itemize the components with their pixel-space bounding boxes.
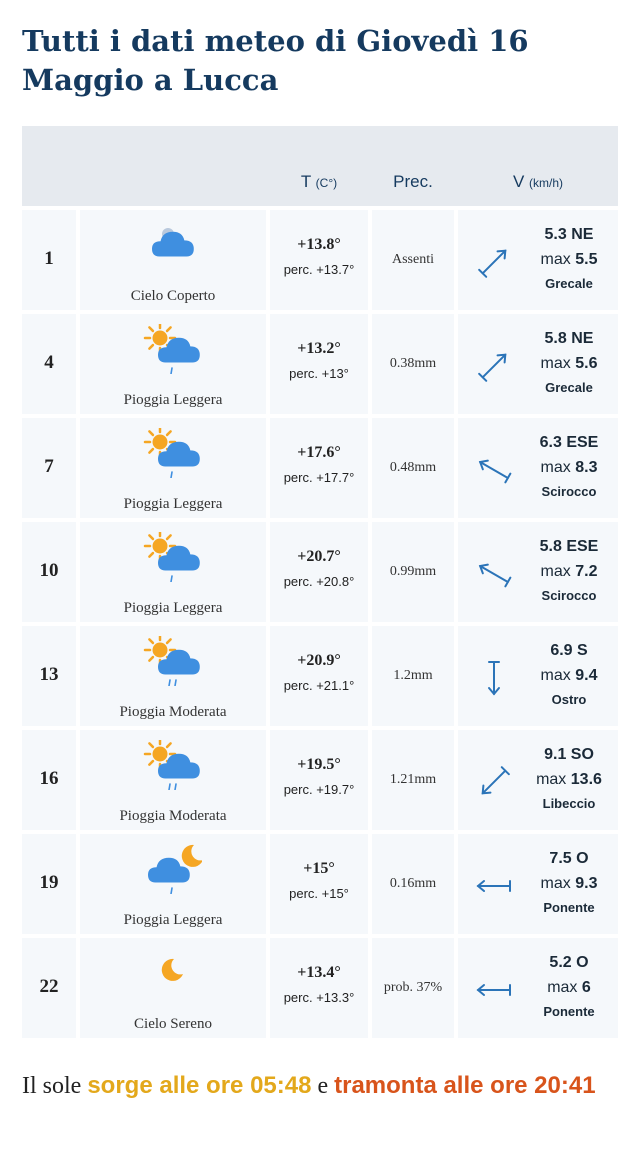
wind-name: Grecale (545, 380, 593, 395)
temperature-value: +13.8° (297, 236, 341, 253)
header-temperature: T (C°) (300, 172, 338, 191)
sun-prefix: Il sole (22, 1073, 88, 1099)
wind-speed: 5.8 NE (544, 330, 594, 347)
wind-speed: 6.3 ESE (539, 434, 599, 451)
table-row (22, 938, 618, 1038)
sun-cloud-rain-icon (142, 324, 202, 374)
header-precipitation: Prec. (393, 172, 433, 191)
temperature-cell (270, 314, 368, 414)
wind-arrow-icon (472, 968, 516, 1012)
weather-description: Pioggia Moderata (119, 704, 227, 720)
wind-speed: 9.1 SO (544, 746, 594, 763)
wind-max: max 6 (547, 979, 591, 996)
wind-arrow-icon (472, 864, 516, 908)
hour-label: 1 (44, 248, 54, 269)
temperature-value: +20.7° (297, 548, 341, 565)
precipitation-cell (372, 418, 454, 518)
table-header (22, 126, 618, 206)
weather-description: Cielo Coperto (130, 288, 216, 304)
weather-description: Pioggia Leggera (123, 496, 223, 512)
perceived-temperature: perc. +21.1° (283, 678, 355, 693)
weather-cell (80, 938, 266, 1038)
weather-cell (80, 730, 266, 830)
weather-cell (80, 522, 266, 622)
precipitation-value: 1.2mm (393, 668, 433, 683)
temperature-cell (270, 834, 368, 934)
weather-cell (80, 210, 266, 310)
wind-name: Libeccio (542, 796, 596, 811)
sun-middle: e (311, 1073, 335, 1099)
temperature-cell (270, 730, 368, 830)
precipitation-cell (372, 626, 454, 726)
perceived-temperature: perc. +15° (289, 886, 349, 901)
perceived-temperature: perc. +20.8° (283, 574, 355, 589)
wind-cell (458, 938, 618, 1038)
wind-max: max 7.2 (540, 563, 598, 580)
weather-cell (80, 834, 266, 934)
wind-arrow-icon (472, 448, 516, 492)
temperature-value: +20.9° (297, 652, 341, 669)
sun-info (22, 1060, 622, 1112)
hour-cell (22, 730, 76, 830)
hour-cell (22, 626, 76, 726)
wind-max: max 5.5 (540, 251, 598, 268)
wind-max: max 9.3 (540, 875, 598, 892)
sun-cloud-rain-icon (142, 428, 202, 478)
wind-cell (458, 626, 618, 726)
precipitation-value: 0.48mm (389, 460, 437, 475)
wind-name: Ponente (543, 900, 595, 915)
weather-description: Pioggia Moderata (119, 808, 227, 824)
temperature-cell (270, 210, 368, 310)
wind-max: max 9.4 (540, 667, 598, 684)
temperature-value: +13.4° (297, 964, 341, 981)
wind-arrow-icon (472, 240, 516, 284)
hour-cell (22, 210, 76, 310)
temperature-cell (270, 938, 368, 1038)
wind-name: Scirocco (541, 588, 597, 603)
precipitation-value: 0.99mm (389, 564, 437, 579)
wind-name: Scirocco (541, 484, 597, 499)
table-row (22, 210, 618, 310)
weather-description: Pioggia Leggera (123, 392, 223, 408)
temperature-cell (270, 418, 368, 518)
wind-name: Grecale (545, 276, 593, 291)
table-row (22, 314, 618, 414)
moon-cloud-rain-icon (142, 844, 202, 894)
table-row (22, 522, 618, 622)
wind-cell (458, 210, 618, 310)
wind-name: Ostro (551, 692, 587, 707)
weather-description: Pioggia Leggera (123, 600, 223, 616)
precipitation-value: 0.38mm (389, 356, 437, 371)
precipitation-value: prob. 37% (383, 980, 443, 995)
perceived-temperature: perc. +13.7° (283, 262, 355, 277)
moon-icon (142, 948, 202, 998)
wind-cell (458, 730, 618, 830)
wind-max: max 13.6 (536, 771, 602, 788)
weather-cell (80, 626, 266, 726)
weather-description: Pioggia Leggera (123, 912, 223, 928)
temperature-value: +15° (303, 860, 335, 877)
perceived-temperature: perc. +19.7° (283, 782, 355, 797)
precipitation-value: 0.16mm (389, 876, 437, 891)
hour-cell (22, 418, 76, 518)
temperature-cell (270, 626, 368, 726)
precipitation-cell (372, 834, 454, 934)
precipitation-cell (372, 314, 454, 414)
cloud-moon-icon (142, 220, 202, 270)
precipitation-cell (372, 938, 454, 1038)
wind-cell (458, 418, 618, 518)
wind-speed: 5.3 NE (544, 226, 594, 243)
wind-name: Ponente (543, 1004, 595, 1019)
wind-max: max 5.6 (540, 355, 598, 372)
wind-cell (458, 834, 618, 934)
forecast-table (22, 126, 618, 1038)
hour-label: 10 (39, 560, 59, 581)
wind-speed: 5.2 O (549, 954, 589, 971)
precipitation-value: 1.21mm (389, 772, 437, 787)
temperature-value: +13.2° (297, 340, 341, 357)
temperature-value: +19.5° (297, 756, 341, 773)
wind-cell (458, 522, 618, 622)
table-row (22, 834, 618, 934)
temperature-value: +17.6° (297, 444, 341, 461)
hour-cell (22, 314, 76, 414)
hour-label: 13 (39, 664, 59, 685)
sun-cloud-rain-icon (142, 532, 202, 582)
page-title: Tutti i dati meteo di Giovedì 16 Maggio a Lucca (22, 24, 529, 97)
wind-speed: 6.9 S (550, 642, 588, 659)
wind-arrow-icon (472, 552, 516, 596)
table-row (22, 626, 618, 726)
hour-cell (22, 938, 76, 1038)
perceived-temperature: perc. +17.7° (283, 470, 355, 485)
sunrise-text: sorge alle ore 05:48 (87, 1072, 312, 1099)
wind-speed: 5.8 ESE (539, 538, 599, 555)
wind-arrow-icon (472, 344, 516, 388)
table-row (22, 730, 618, 830)
wind-arrow-icon (472, 760, 516, 804)
hour-label: 16 (39, 768, 59, 789)
precipitation-cell (372, 522, 454, 622)
precipitation-cell (372, 730, 454, 830)
temperature-cell (270, 522, 368, 622)
sun-cloud-heavy-rain-icon (142, 740, 202, 790)
perceived-temperature: perc. +13° (289, 366, 349, 381)
wind-cell (458, 314, 618, 414)
wind-arrow-icon (472, 656, 516, 700)
hour-cell (22, 522, 76, 622)
precipitation-value: Assenti (392, 252, 434, 267)
hour-label: 4 (44, 352, 54, 373)
sun-cloud-heavy-rain-icon (142, 636, 202, 686)
table-row (22, 418, 618, 518)
weather-cell (80, 314, 266, 414)
hour-label: 22 (39, 976, 59, 997)
sunset-text: tramonta alle ore 20:41 (334, 1072, 596, 1099)
perceived-temperature: perc. +13.3° (283, 990, 355, 1005)
hour-label: 19 (39, 872, 59, 893)
wind-max: max 8.3 (540, 459, 598, 476)
hour-cell (22, 834, 76, 934)
weather-cell (80, 418, 266, 518)
weather-description: Cielo Sereno (134, 1016, 212, 1032)
header-wind: V (km/h) (512, 172, 564, 191)
wind-speed: 7.5 O (549, 850, 589, 867)
precipitation-cell (372, 210, 454, 310)
hour-label: 7 (44, 456, 54, 477)
